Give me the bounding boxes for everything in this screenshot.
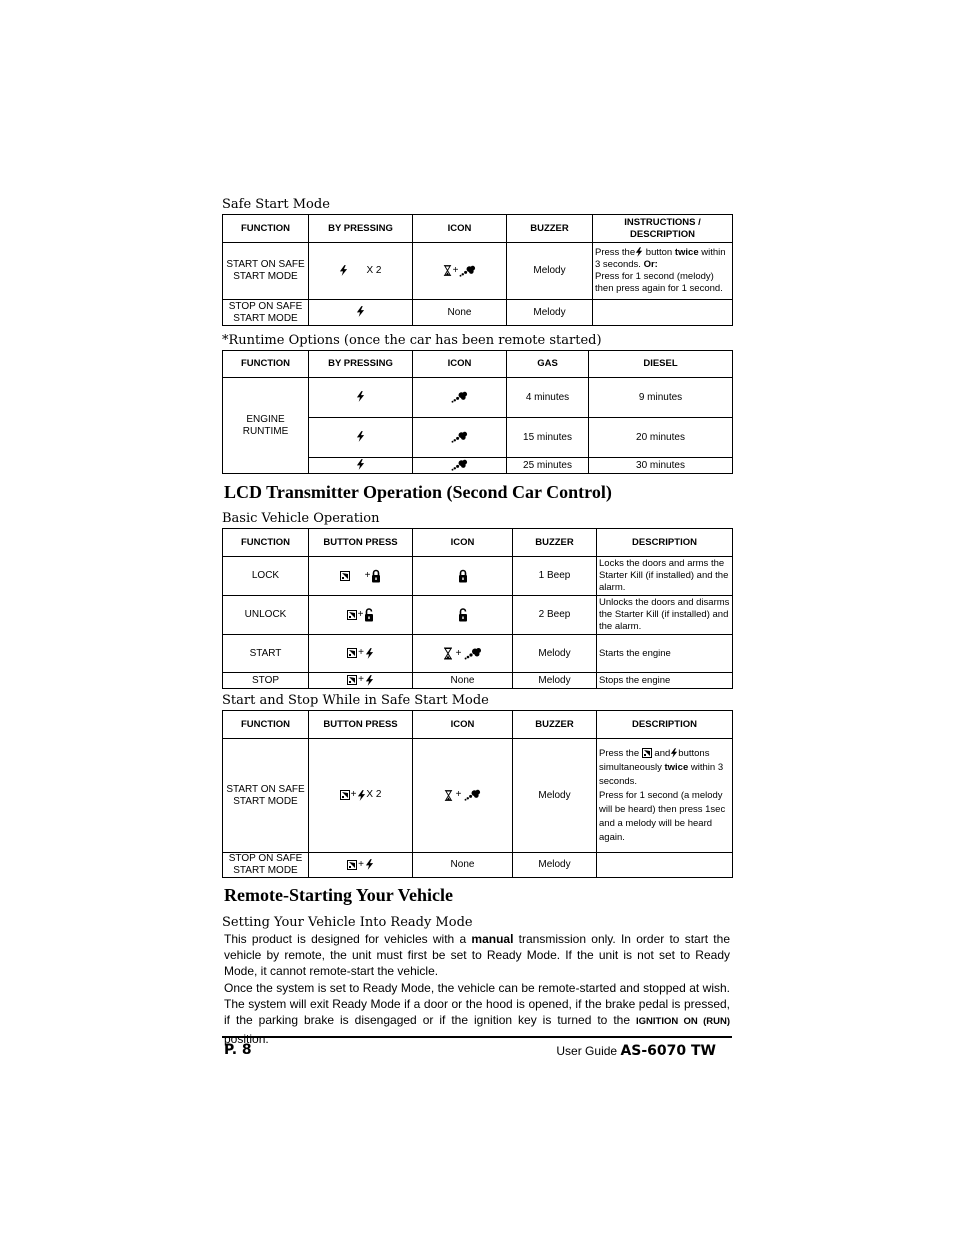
paragraph-1 [224,931,730,980]
description-cell: Unlocks the doors and disarms the Starter Kill (if installed) and the alarm. [597,596,733,635]
section-heading-basic: Basic Vehicle Operation [222,511,380,526]
description-cell [593,300,733,326]
gas-cell: 4 minutes [507,378,589,418]
function-cell: STOP ON SAFE START MODE [223,300,309,326]
lock-icon [371,569,381,583]
button-press-cell [309,673,413,689]
buzzer-cell: 2 Beep [513,596,597,635]
table-row [223,300,733,326]
description-cell [593,243,733,300]
lock-icon [458,569,468,583]
section-heading-runtime: *Runtime Options (once the car has been remote started) [222,333,602,348]
plus-sign: + [452,264,459,276]
table-row [223,243,733,300]
icon-cell [413,596,513,635]
header-function: FUNCTION [223,529,309,557]
desc-text: Press for 1 second (melody) then press again for 1 second. [595,271,723,294]
table-row [223,853,733,878]
by-pressing-cell [309,458,413,474]
header-by-pressing: BY PRESSING [309,351,413,378]
basic-operation-table [222,528,733,689]
by-pressing-cell [309,300,413,326]
desc-bold: twice [674,247,699,258]
plus-sign: + [358,858,364,870]
function-cell: ENGINE RUNTIME [223,378,309,474]
car-exhaust-icon [451,459,468,471]
bolt-icon [356,306,365,317]
car-exhaust-icon [451,391,468,403]
icon-cell [413,418,507,458]
plus-sign: + [358,674,364,686]
hourglass-icon [444,790,453,801]
desc-text: Press the [595,247,636,258]
safe-mode-table [222,710,733,878]
button-press-cell [309,739,413,853]
table-row [223,673,733,689]
diesel-cell: 30 minutes [589,458,733,474]
trunk-button-icon [642,748,652,758]
trunk-button-icon [347,610,357,620]
lcd-section-title: LCD Transmitter Operation (Second Car Control) [224,482,612,502]
desc-text: within 3 seconds. [599,761,724,787]
header-diesel: DIESEL [589,351,733,378]
desc-text: within 3 seconds. [595,247,726,270]
para-bold: manual [471,932,514,946]
header-icon: ICON [413,215,507,243]
icon-cell [413,557,513,596]
header-instructions: INSTRUCTIONS / DESCRIPTION [593,215,733,243]
desc-text: buttons simultaneously [599,747,710,773]
function-cell: START ON SAFE START MODE [223,243,309,300]
table-row [223,596,733,635]
footer-rule [222,1036,732,1038]
car-exhaust-icon [464,789,481,801]
para-text: This product is designed for vehicles with a [224,932,467,946]
plus-sign: + [358,647,364,659]
description-cell: Stops the engine [597,673,733,689]
icon-cell: None [413,673,513,689]
desc-text: Press for 1 second (a melody will be heard) then press 1sec and a melody will be heard again. [599,789,726,843]
desc-text: and [654,747,671,759]
header-function: FUNCTION [223,351,309,378]
header-by-pressing: BY PRESSING [309,215,413,243]
header-gas: GAS [507,351,589,378]
plus-sign: + [350,789,357,801]
car-exhaust-icon [464,647,482,660]
trunk-button-icon [347,648,357,658]
buzzer-cell: Melody [513,739,597,853]
header-function: FUNCTION [223,215,309,243]
header-description: DESCRIPTION [597,711,733,739]
hourglass-icon [443,265,452,276]
icon-cell [413,739,513,853]
bolt-icon [339,265,348,276]
description-cell: Locks the doors and arms the Starter Kill (if installed) and the alarm. [597,557,733,596]
section-heading-safe-mode: Start and Stop While in Safe Start Mode [222,693,489,708]
button-press-cell [309,557,413,596]
bolt-icon [365,648,374,659]
by-pressing-cell [309,243,413,300]
gas-cell: 15 minutes [507,418,589,458]
desc-text: button [645,247,673,258]
header-description: DESCRIPTION [597,529,733,557]
desc-text: Press the [599,747,640,759]
para-smallcaps: IGNITION ON (RUN) [636,1016,730,1028]
plus-sign: + [357,609,364,620]
button-press-cell [309,853,413,878]
function-cell: STOP [223,673,309,689]
function-cell: LOCK [223,557,309,596]
times-label: X 2 [366,789,382,801]
unlock-icon [458,608,468,622]
plus-sign: + [364,570,371,581]
bolt-icon [635,247,643,257]
bolt-icon [365,675,374,686]
description-cell: Starts the engine [597,635,733,673]
function-cell: STOP ON SAFE START MODE [223,853,309,878]
header-buzzer: BUZZER [513,529,597,557]
header-icon: ICON [413,351,507,378]
page-number: P. 8 [224,1042,252,1058]
buzzer-cell: Melody [513,635,597,673]
ready-mode-subheading: Setting Your Vehicle Into Ready Mode [222,915,473,930]
diesel-cell: 9 minutes [589,378,733,418]
icon-cell: None [413,853,513,878]
bolt-icon [356,459,365,470]
desc-bold: twice [664,761,689,773]
table-row [223,378,733,418]
para-text: position. [224,1031,269,1046]
car-exhaust-icon [451,431,468,443]
buzzer-cell: 1 Beep [513,557,597,596]
buzzer-cell: Melody [507,300,593,326]
trunk-button-icon [340,571,350,581]
buzzer-cell: Melody [507,243,593,300]
para-text: Once the system is set to Ready Mode, the vehicle can be remote-started and stopped at wish. The system will exit Ready Mode if a door or the hood is opened, if the brake pedal is pressed, if the parking brake is disengaged or if the ignition key is turned to the [224,981,730,1028]
header-function: FUNCTION [223,711,309,739]
footer-guide [556,1043,716,1059]
plus-sign: + [455,789,462,801]
plus-sign: + [455,648,462,660]
icon-cell: None [413,300,507,326]
section-heading-safe-start: Safe Start Mode [222,197,330,212]
table-row [223,635,733,673]
unlock-icon [364,608,374,622]
trunk-button-icon [347,860,357,870]
buzzer-cell: Melody [513,853,597,878]
times-label: X 2 [366,265,382,277]
description-cell [597,739,733,853]
by-pressing-cell [309,418,413,458]
bolt-icon [365,859,374,870]
button-press-cell [309,596,413,635]
runtime-table [222,350,733,474]
car-exhaust-icon [459,265,476,277]
hourglass-icon [443,647,453,660]
safe-start-table [222,214,733,326]
buzzer-cell: Melody [513,673,597,689]
icon-cell [413,378,507,418]
para-text: transmission only. In order to start the vehicle by remote, the unit must first be set to Ready Mode. If the unit is not set to Ready Mode, it cannot remote-start the vehicle. [224,932,730,979]
icon-cell [413,243,507,300]
table-row [223,739,733,853]
header-button-press: BUTTON PRESS [309,711,413,739]
header-button-press: BUTTON PRESS [309,529,413,557]
diesel-cell: 20 minutes [589,418,733,458]
header-icon: ICON [413,529,513,557]
button-press-cell [309,635,413,673]
header-icon: ICON [413,711,513,739]
bolt-icon [356,391,365,402]
footer-model: AS-6070 TW [620,1043,716,1059]
icon-cell [413,458,507,474]
trunk-button-icon [347,675,357,685]
function-cell: START ON SAFE START MODE [223,739,309,853]
icon-cell [413,635,513,673]
footer-guide-label: User Guide [556,1044,618,1058]
by-pressing-cell [309,378,413,418]
gas-cell: 25 minutes [507,458,589,474]
function-cell: UNLOCK [223,596,309,635]
function-cell: START [223,635,309,673]
remote-section-title: Remote-Starting Your Vehicle [224,885,453,905]
bolt-icon [356,431,365,442]
table-row [223,557,733,596]
desc-or: Or: [643,259,658,270]
trunk-button-icon [340,790,350,800]
description-cell [597,853,733,878]
header-buzzer: BUZZER [507,215,593,243]
header-buzzer: BUZZER [513,711,597,739]
